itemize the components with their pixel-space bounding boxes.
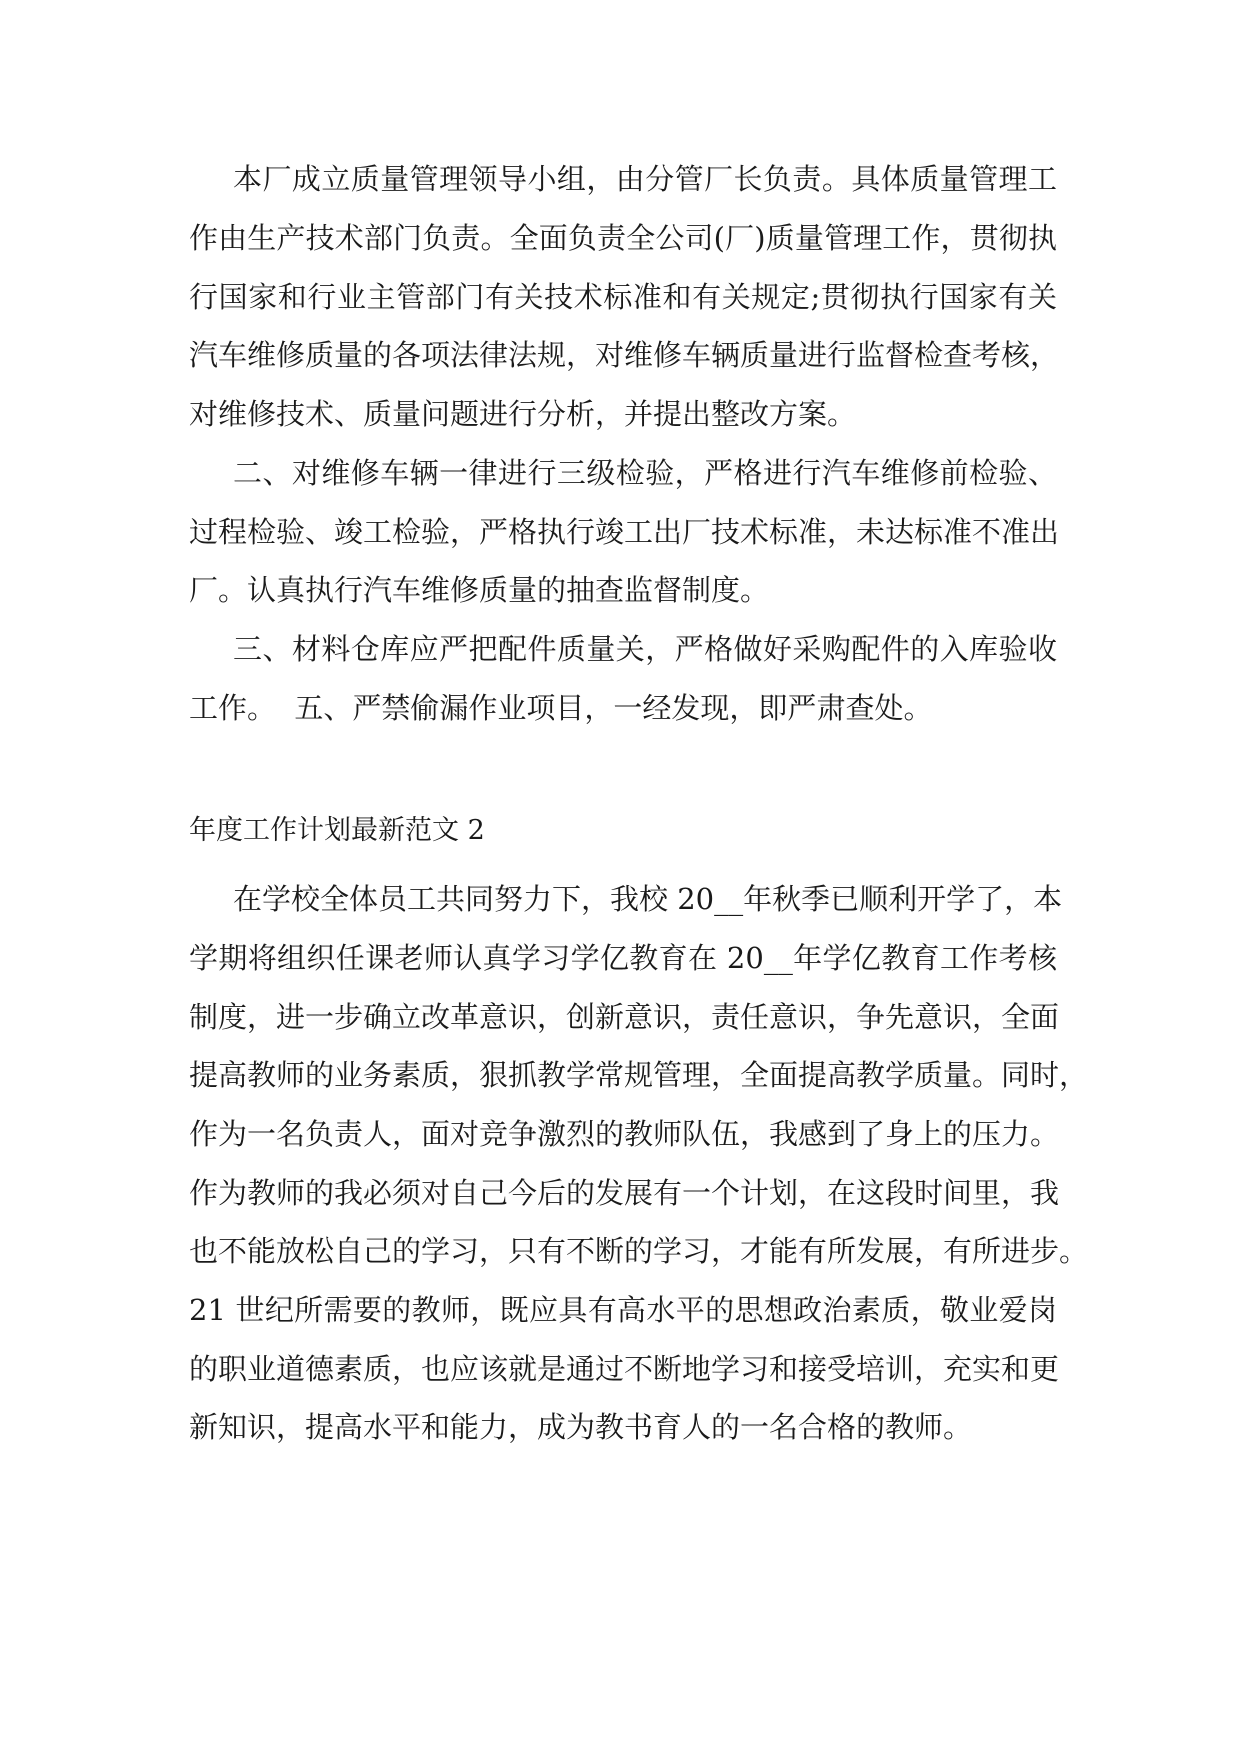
paragraph-4-line-6: 作为教师的我必须对自己今后的发展有一个计划，在这段时间里，我: [189, 1176, 1060, 1210]
paragraph-2-line-3: 厂。认真执行汽车维修质量的抽查监督制度。: [189, 573, 770, 607]
paragraph-4-line-10: 新知识，提高水平和能力，成为教书育人的一名合格的教师。: [189, 1410, 973, 1444]
paragraph-1-line-2: 作由生产技术部门负责。全面负责全公司(厂)质量管理工作，贯彻执: [189, 221, 1057, 255]
paragraph-4-line-5: 作为一名负责人，面对竞争激烈的教师队伍，我感到了身上的压力。: [189, 1117, 1060, 1151]
paragraph-4-line-3: 制度，进一步确立改革意识，创新意识，责任意识，争先意识，全面: [189, 1000, 1060, 1034]
paragraph-4-line-7: 也不能放松自己的学习，只有不断的学习，才能有所发展，有所进步。: [189, 1234, 1089, 1268]
paragraph-3-line-2: 工作。 五、严禁偷漏作业项目，一经发现，即严肃查处。: [189, 691, 933, 725]
section-heading: 年度工作计划最新范文 2: [189, 815, 485, 846]
paragraph-4-line-9: 的职业道德素质，也应该就是通过不断地学习和接受培训，充实和更: [189, 1352, 1060, 1386]
paragraph-1-line-4: 汽车维修质量的各项法律法规，对维修车辆质量进行监督检查考核，: [189, 338, 1060, 372]
paragraph-4-line-2: 学期将组织任课老师认真学习学亿教育在 20__年学亿教育工作考核: [189, 941, 1057, 975]
paragraph-1-line-5: 对维修技术、质量问题进行分析，并提出整改方案。: [189, 397, 857, 431]
paragraph-4-line-1: 在学校全体员工共同努力下，我校 20__年秋季已顺利开学了，本: [233, 882, 1063, 916]
paragraph-1-line-1: 本厂成立质量管理领导小组，由分管厂长负责。具体质量管理工: [233, 162, 1057, 196]
paragraph-1-line-3: 行国家和行业主管部门有关技术标准和有关规定;贯彻执行国家有关: [189, 280, 1057, 314]
paragraph-2-line-1: 二、对维修车辆一律进行三级检验，严格进行汽车维修前检验、: [233, 456, 1057, 490]
paragraph-3-line-1: 三、材料仓库应严把配件质量关，严格做好采购配件的入库验收: [233, 632, 1057, 666]
paragraph-4-line-4: 提高教师的业务素质，狠抓教学常规管理，全面提高教学质量。同时，: [189, 1058, 1089, 1092]
paragraph-4-line-8: 21 世纪所需要的教师，既应具有高水平的思想政治素质，敬业爱岗: [189, 1293, 1057, 1327]
paragraph-2-line-2: 过程检验、竣工检验，严格执行竣工出厂技术标准，未达标准不准出: [189, 515, 1060, 549]
